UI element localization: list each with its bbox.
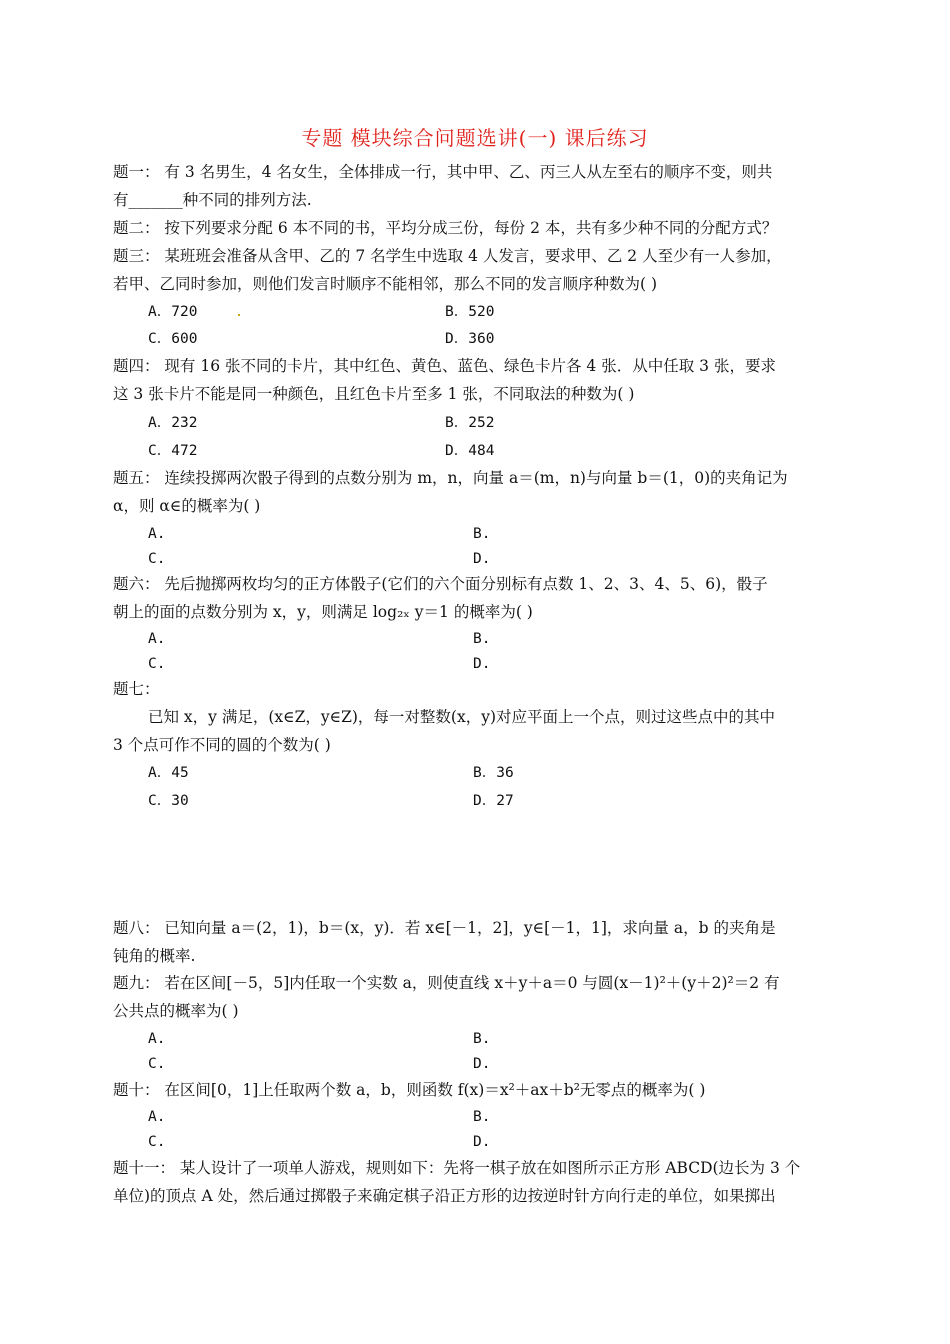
question-5-line-2: α，则 α∈的概率为( ) [113,497,261,515]
q3-option-d: D．360 [445,331,495,347]
question-11-line-1: 题十一： 某人设计了一项单人游戏，规则如下：先将一棋子放在如图所示正方形 ABCD(边长为 3 个 [113,1159,801,1177]
question-1-line-1: 题一： 有 3 名男生，4 名女生，全体排成一行，其中甲、乙、丙三人从左至右的顺序不变，则共 [113,163,773,181]
question-8-line-2: 钝角的概率. [113,947,196,965]
q6-option-a: A. [148,631,166,647]
question-6-line-1: 题六： 先后抛掷两枚均匀的正方体骰子(它们的六个面分别标有点数 1、2、3、4、5、6)，骰子 [113,575,768,593]
question-4-line-1: 题四： 现有 16 张不同的卡片，其中红色、黄色、蓝色、绿色卡片各 4 张．从中任取 3 张，要求 [113,357,776,375]
q7-option-c: C．30 [148,793,189,809]
q10-option-d: D. [473,1134,491,1150]
question-7-line-2: 3 个点可作不同的圆的个数为( ) [113,736,331,754]
stray-dot-mark [238,314,240,316]
q10-option-b: B. [473,1109,491,1125]
q5-option-d: D. [473,551,491,567]
q6-option-c: C. [148,656,166,672]
q3-option-b: B．520 [445,304,495,320]
question-11-line-2: 单位)的顶点 A 处，然后通过掷骰子来确定棋子沿正方形的边按逆时针方向行走的单位，如果掷出 [113,1187,776,1205]
q10-option-a: A. [148,1109,166,1125]
q7-option-d: D．27 [473,793,514,809]
question-7-heading: 题七： [113,680,160,698]
question-3-line-1: 题三： 某班班会准备从含甲、乙的 7 名学生中选取 4 人发言，要求甲、乙 2 人至少有一人参加， [113,247,782,265]
question-8-line-1: 题八： 已知向量 a＝(2，1)，b＝(x，y)．若 x∈[－1，2]，y∈[－1，1]，求向量 a，b 的夹角是 [113,919,776,937]
q3-option-a: A．720 [148,304,198,320]
question-9-line-2: 公共点的概率为( ) [113,1002,239,1020]
question-9-line-1: 题九： 若在区间[－5，5]内任取一个实数 a，则使直线 x＋y＋a＝0 与圆(x－1)²＋(y＋2)²＝2 有 [113,974,780,992]
page-title: 专题 模块综合问题选讲(一) 课后练习 [301,126,649,150]
q5-option-c: C. [148,551,166,567]
question-4-line-2: 这 3 张卡片不能是同一种颜色，且红色卡片至多 1 张，不同取法的种数为( ) [113,385,635,403]
question-3-line-2: 若甲、乙同时参加，则他们发言时顺序不能相邻，那么不同的发言顺序种数为( ) [113,275,658,293]
question-7-line-1: 已知 x，y 满足，(x∈Z，y∈Z)，每一对整数(x，y)对应平面上一个点，则过这些点中的其中 [148,708,776,726]
q9-option-c: C. [148,1056,166,1072]
question-10-line-1: 题十： 在区间[0，1]上任取两个数 a，b，则函数 f(x)＝x²＋ax＋b²无零点的概率为( ) [113,1081,706,1099]
q3-option-c: C．600 [148,331,198,347]
q6-option-b: B. [473,631,491,647]
q4-option-b: B．252 [445,415,495,431]
q10-option-c: C. [148,1134,166,1150]
q9-option-a: A. [148,1031,166,1047]
q4-option-d: D．484 [445,443,495,459]
q9-option-d: D. [473,1056,491,1072]
q5-option-a: A. [148,526,166,542]
q5-option-b: B. [473,526,491,542]
q7-option-a: A．45 [148,765,189,781]
q4-option-a: A．232 [148,415,198,431]
q6-option-d: D. [473,656,491,672]
q4-option-c: C．472 [148,443,198,459]
question-1-line-2: 有_______种不同的排列方法. [113,191,312,209]
q9-option-b: B. [473,1031,491,1047]
question-6-line-2: 朝上的面的点数分别为 x，y，则满足 log₂ₓ y＝1 的概率为( ) [113,603,533,621]
q7-option-b: B．36 [473,765,514,781]
question-5-line-1: 题五： 连续投掷两次骰子得到的点数分别为 m，n，向量 a＝(m，n)与向量 b＝(1，0)的夹角记为 [113,469,788,487]
question-2-line-1: 题二： 按下列要求分配 6 本不同的书，平均分成三份，每份 2 本，共有多少种不同的分配方式？ [113,219,778,237]
